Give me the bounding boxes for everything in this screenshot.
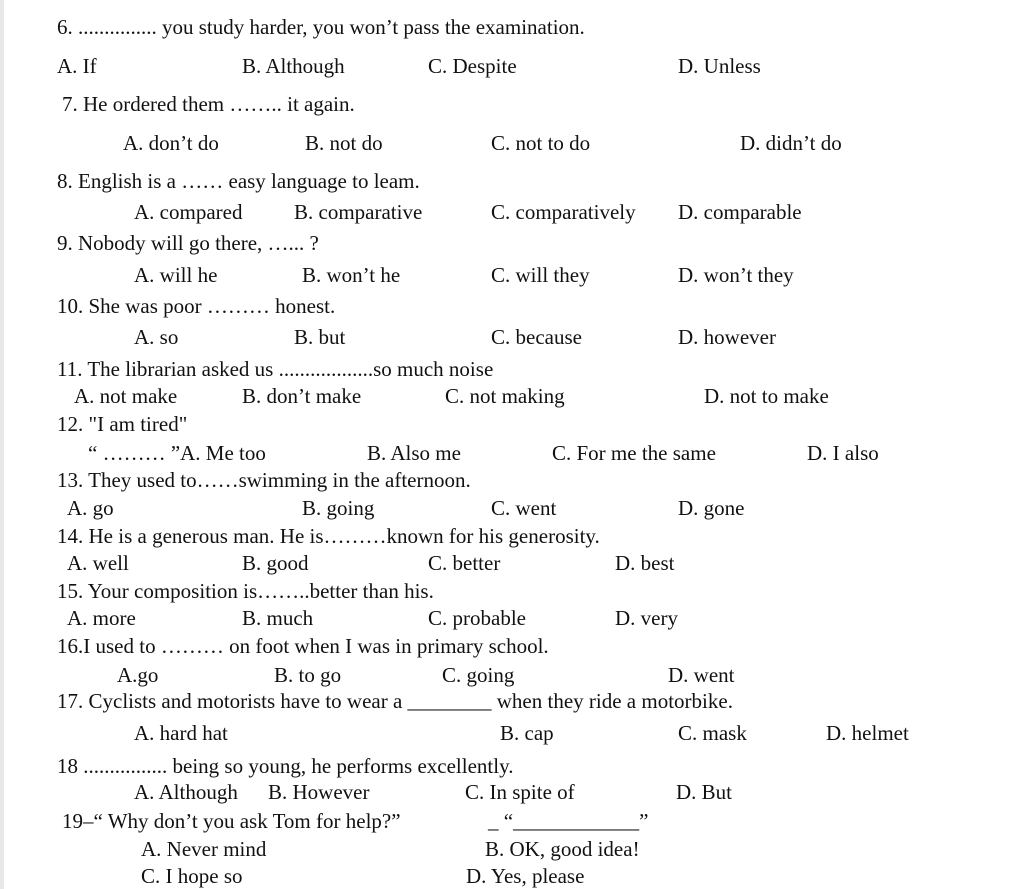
question-15-option-b[interactable]: B. much (242, 606, 314, 630)
question-19-stem: 19–“ Why don’t you ask Tom for help?” (62, 809, 401, 833)
question-11-option-c[interactable]: C. not making (445, 384, 565, 408)
question-9-option-c[interactable]: C. will they (491, 263, 590, 287)
question-10-option-b[interactable]: B. but (294, 325, 346, 349)
question-7-option-c[interactable]: C. not to do (491, 131, 591, 155)
question-12-stem: 12. "I am tired" (57, 412, 188, 436)
question-13-option-a[interactable]: A. go (67, 496, 114, 520)
question-17-option-c[interactable]: C. mask (678, 721, 747, 745)
question-14-option-b[interactable]: B. good (242, 551, 309, 575)
question-15-option-a[interactable]: A. more (67, 606, 136, 630)
question-17-stem: 17. Cyclists and motorists have to wear a ________ when they ride a motorbike. (57, 689, 733, 713)
question-7-option-b[interactable]: B. not do (305, 131, 383, 155)
question-18-option-a[interactable]: A. Although (134, 780, 238, 804)
question-9-option-d[interactable]: D. won’t they (678, 263, 794, 287)
question-12-option-b[interactable]: B. Also me (367, 441, 461, 465)
question-10-option-a[interactable]: A. so (134, 325, 179, 349)
question-11-stem: 11. The librarian asked us ..................so much noise (57, 357, 494, 381)
question-18-stem: 18 ................ being so young, he performs excellently. (57, 754, 514, 778)
question-8-stem: 8. English is a …… easy language to leam. (57, 169, 420, 193)
question-12-option-c[interactable]: C. For me the same (552, 441, 716, 465)
question-14-option-c[interactable]: C. better (428, 551, 501, 575)
question-15-stem: 15. Your composition is……..better than his. (57, 579, 434, 603)
question-10-option-c[interactable]: C. because (491, 325, 582, 349)
question-15-option-d[interactable]: D. very (615, 606, 678, 630)
question-8-option-a[interactable]: A. compared (134, 200, 243, 224)
question-8-option-c[interactable]: C. comparatively (491, 200, 636, 224)
question-14-stem: 14. He is a generous man. He is………known for his generosity. (57, 524, 600, 548)
question-19-option-a[interactable]: A. Never mind (141, 837, 267, 861)
question-19-option-b[interactable]: B. OK, good idea! (485, 837, 640, 861)
question-6-option-d[interactable]: D. Unless (678, 54, 761, 78)
question-18-option-c[interactable]: C. In spite of (465, 780, 575, 804)
question-18-option-d[interactable]: D. But (676, 780, 733, 804)
question-16-stem: 16.I used to ……… on foot when I was in primary school. (57, 634, 549, 658)
question-17-option-a[interactable]: A. hard hat (134, 721, 228, 745)
question-17-option-d[interactable]: D. helmet (826, 721, 909, 745)
question-6-stem: 6. ............... you study harder, you won’t pass the examination. (57, 15, 585, 39)
question-9-option-a[interactable]: A. will he (134, 263, 218, 287)
question-6-option-b[interactable]: B. Although (242, 54, 345, 78)
question-13-option-d[interactable]: D. gone (678, 496, 745, 520)
question-14-option-d[interactable]: D. best (615, 551, 675, 575)
question-18-option-b[interactable]: B. However (268, 780, 370, 804)
question-8-option-b[interactable]: B. comparative (294, 200, 423, 224)
question-12-option-d[interactable]: D. I also (807, 441, 879, 465)
question-6-option-c[interactable]: C. Despite (428, 54, 517, 78)
question-9-stem: 9. Nobody will go there, …... ? (57, 231, 319, 255)
question-12-option-a[interactable]: “ ……… ”A. Me too (88, 441, 266, 465)
question-8-option-d[interactable]: D. comparable (678, 200, 802, 224)
question-17-option-b[interactable]: B. cap (500, 721, 554, 745)
question-13-option-b[interactable]: B. going (302, 496, 375, 520)
question-10-stem: 10. She was poor ……… honest. (57, 294, 336, 318)
question-13-option-c[interactable]: C. went (491, 496, 557, 520)
question-9-option-b[interactable]: B. won’t he (302, 263, 401, 287)
question-7-option-d[interactable]: D. didn’t do (740, 131, 842, 155)
question-16-option-d[interactable]: D. went (668, 663, 735, 687)
question-6-option-a[interactable]: A. If (57, 54, 97, 78)
question-14-option-a[interactable]: A. well (67, 551, 129, 575)
question-19-option-c[interactable]: C. I hope so (141, 864, 243, 888)
question-11-option-b[interactable]: B. don’t make (242, 384, 362, 408)
question-10-option-d[interactable]: D. however (678, 325, 776, 349)
question-16-option-c[interactable]: C. going (442, 663, 515, 687)
question-16-option-a[interactable]: A.go (117, 663, 159, 687)
question-15-option-c[interactable]: C. probable (428, 606, 526, 630)
question-7-option-a[interactable]: A. don’t do (123, 131, 219, 155)
question-7-stem: 7. He ordered them …….. it again. (62, 92, 355, 116)
question-16-option-b[interactable]: B. to go (274, 663, 342, 687)
question-11-option-d[interactable]: D. not to make (704, 384, 829, 408)
question-19-option-d[interactable]: D. Yes, please (466, 864, 585, 888)
question-11-option-a[interactable]: A. not make (74, 384, 178, 408)
question-19-answer-blank[interactable]: _ “____________” (488, 809, 649, 833)
page-left-edge (0, 0, 4, 889)
question-13-stem: 13. They used to……swimming in the afternoon. (57, 468, 471, 492)
